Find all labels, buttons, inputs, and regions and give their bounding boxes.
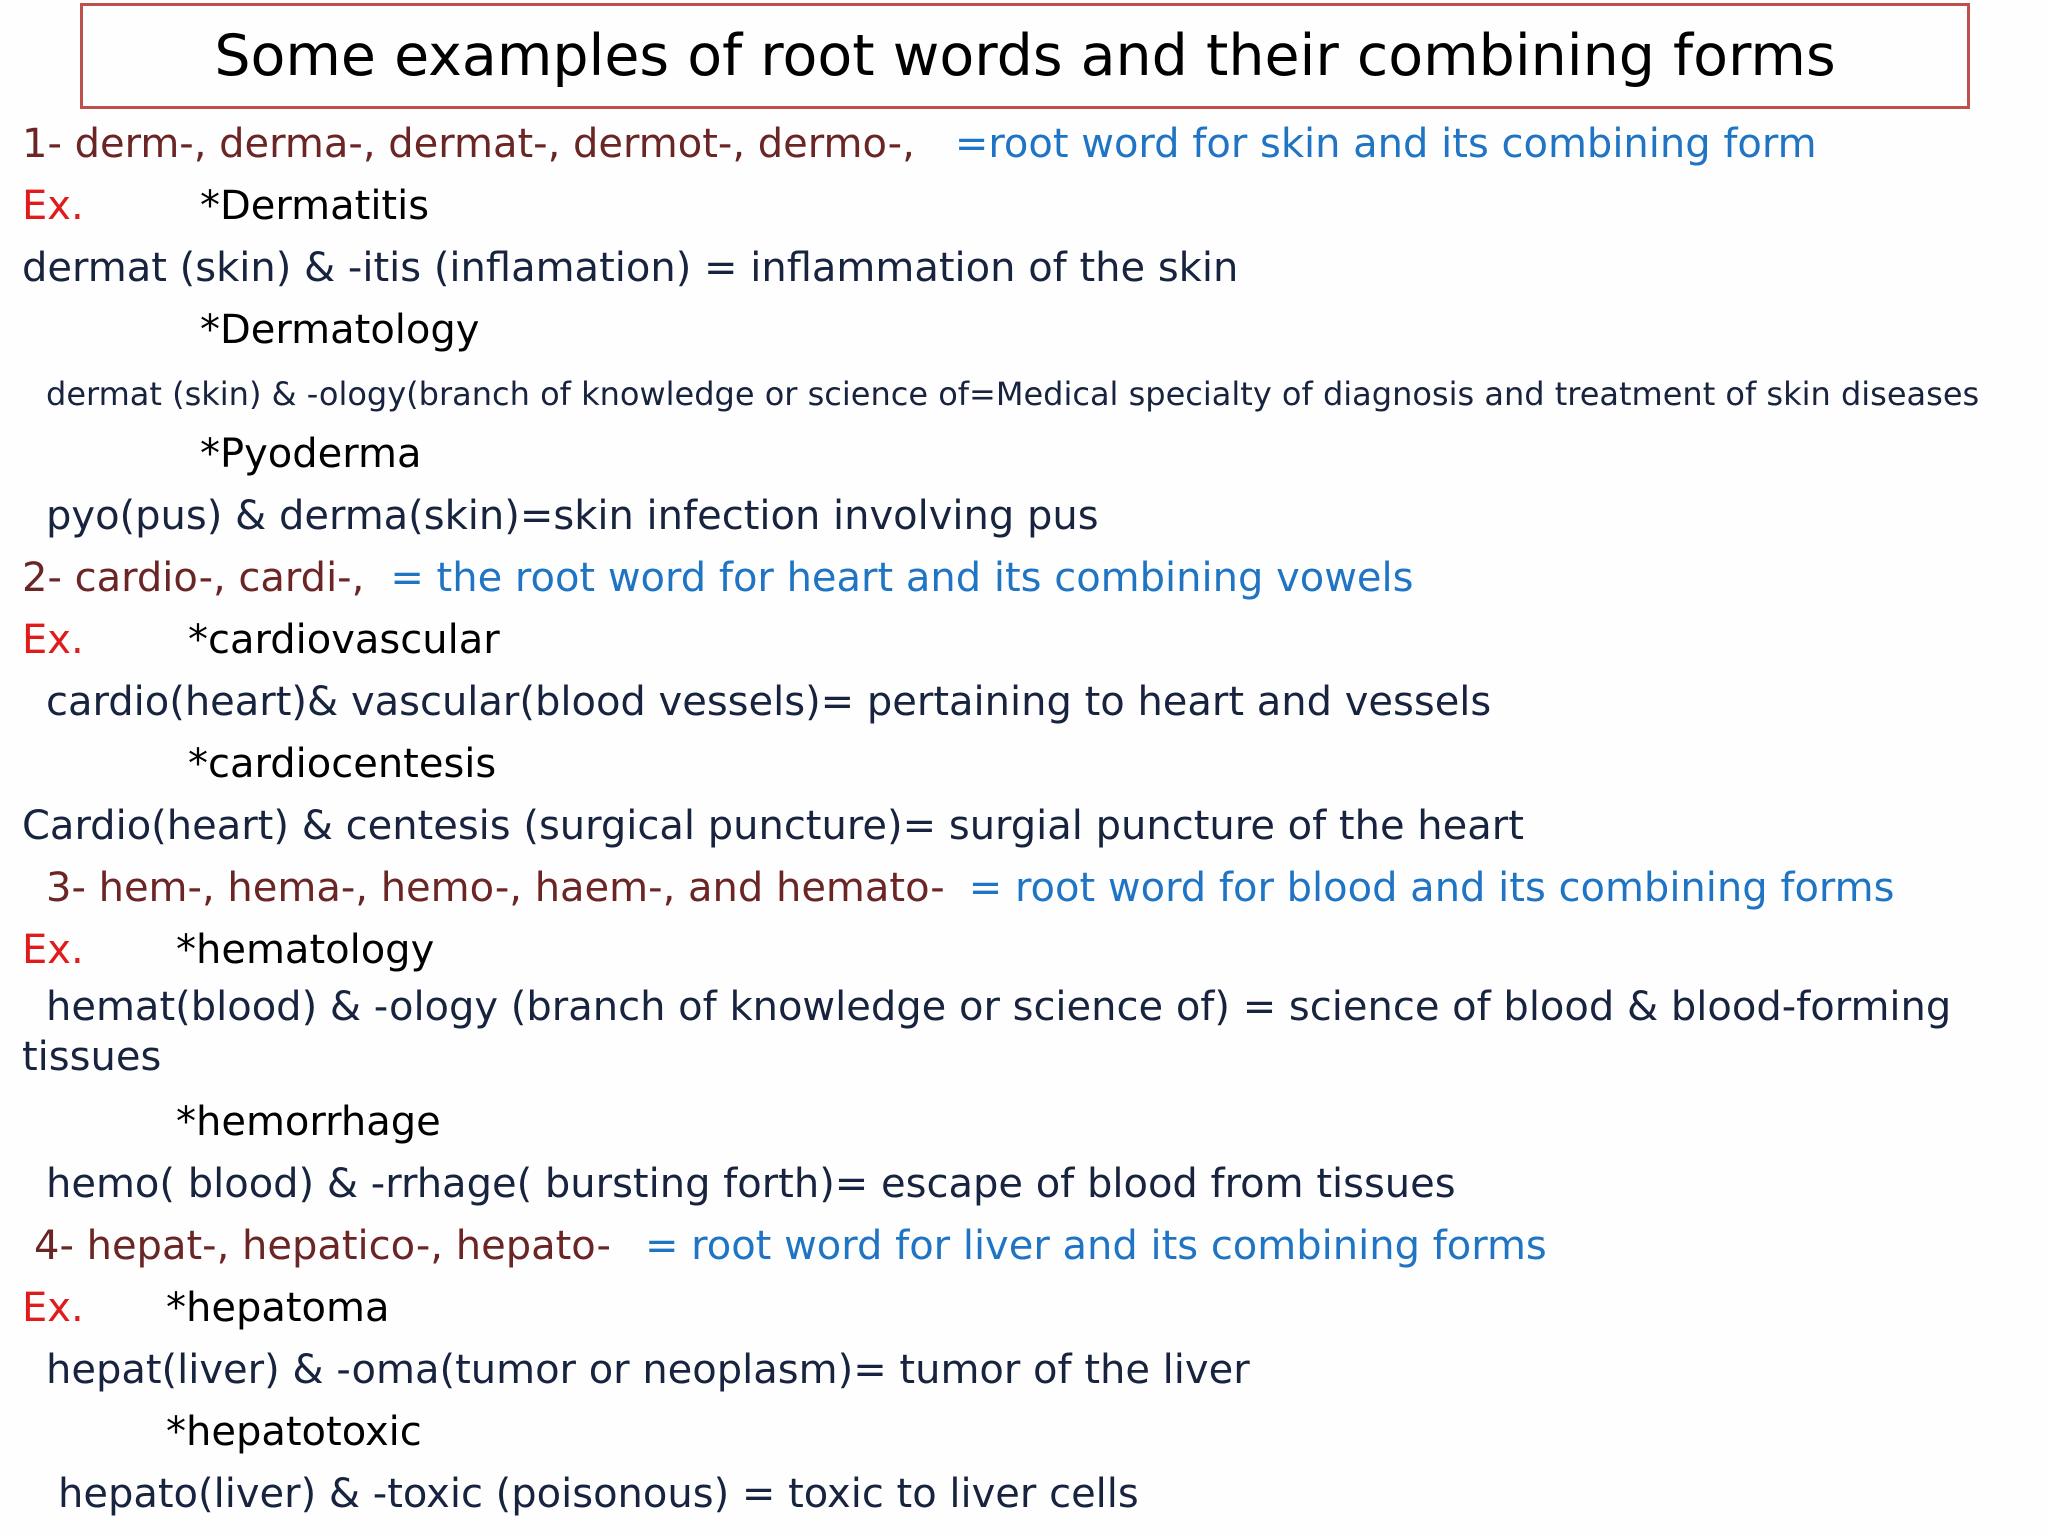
section-3-header [46,860,1894,916]
root-definition: = root word for liver and its combining forms [644,1223,1547,1269]
ex-label: Ex. [22,183,84,229]
example-term-text: *Pyoderma [200,431,422,477]
example-term-text: *cardiocentesis [188,741,497,787]
page-title: Some examples of root words and their combining forms [214,23,1836,89]
example-explanation: cardio(heart)& vascular(blood vessels)= pertaining to heart and vessels [46,679,1492,725]
root-definition: =root word for skin and its combining form [954,121,1817,167]
root-label: 3- hem-, hema-, hemo-, haem-, and hemato- [46,865,945,911]
ex-label: Ex. [22,1285,84,1331]
example-term [176,1094,441,1150]
example-explanation-wrapped [22,982,2047,1082]
section-4-header [34,1218,1547,1274]
title-box [80,3,1970,109]
section-3-example-1-term-row [22,922,434,978]
ex-label: Ex. [22,927,84,973]
section-4-example-1-term-row [22,1280,390,1336]
section-1-example-1-term-row [22,178,429,234]
example-explanation: hepat(liver) & -oma(tumor or neoplasm)= tumor of the liver [46,1347,1250,1393]
ex-label: Ex. [22,617,84,663]
example-explanation: hepato(liver) & -toxic (poisonous) = toxic to liver cells [58,1471,1139,1517]
example-term: *cardiovascular [188,617,500,663]
example-term-text: *Dermatology [200,307,480,353]
example-explanation: dermat (skin) & -itis (inflamation) = inflammation of the skin [22,245,1239,291]
example-explanation: hemo( blood) & -rrhage( bursting forth)= escape of blood from tissues [46,1161,1456,1207]
root-definition: = root word for blood and its combining forms [968,865,1895,911]
example-term [166,1404,422,1460]
root-definition: = the root word for heart and its combining vowels [390,555,1414,601]
example-explanation: pyo(pus) & derma(skin)=skin infection involving pus [46,493,1099,539]
example-term [200,426,421,482]
section-1-header [22,116,1817,172]
example-term-text: *hemorrhage [176,1099,441,1145]
example-term: *hepatoma [166,1285,390,1331]
example-explanation: Cardio(heart) & centesis (surgical puncture)= surgial puncture of the heart [22,803,1524,849]
example-term: *Dermatitis [200,183,430,229]
root-label: 1- derm-, derma-, dermat-, dermot-, dermo-, [22,121,915,167]
example-explanation: dermat (skin) & -ology(branch of knowledge or science of=Medical specialty of diagnosis and treatment of skin diseases [46,375,1980,413]
example-term [200,302,479,358]
example-term: *hematology [176,927,435,973]
section-2-example-1-term-row [22,612,500,668]
root-label: 2- cardio-, cardi-, [22,555,365,601]
example-term [188,736,496,792]
section-2-header [22,550,1414,606]
root-label: 4- hepat-, hepatico-, hepato- [34,1223,611,1269]
example-explanation: hemat(blood) & -ology (branch of knowledge or science of) = science of blood & blood-forming tissues [22,984,1952,1080]
example-term-text: *hepatotoxic [166,1409,422,1455]
